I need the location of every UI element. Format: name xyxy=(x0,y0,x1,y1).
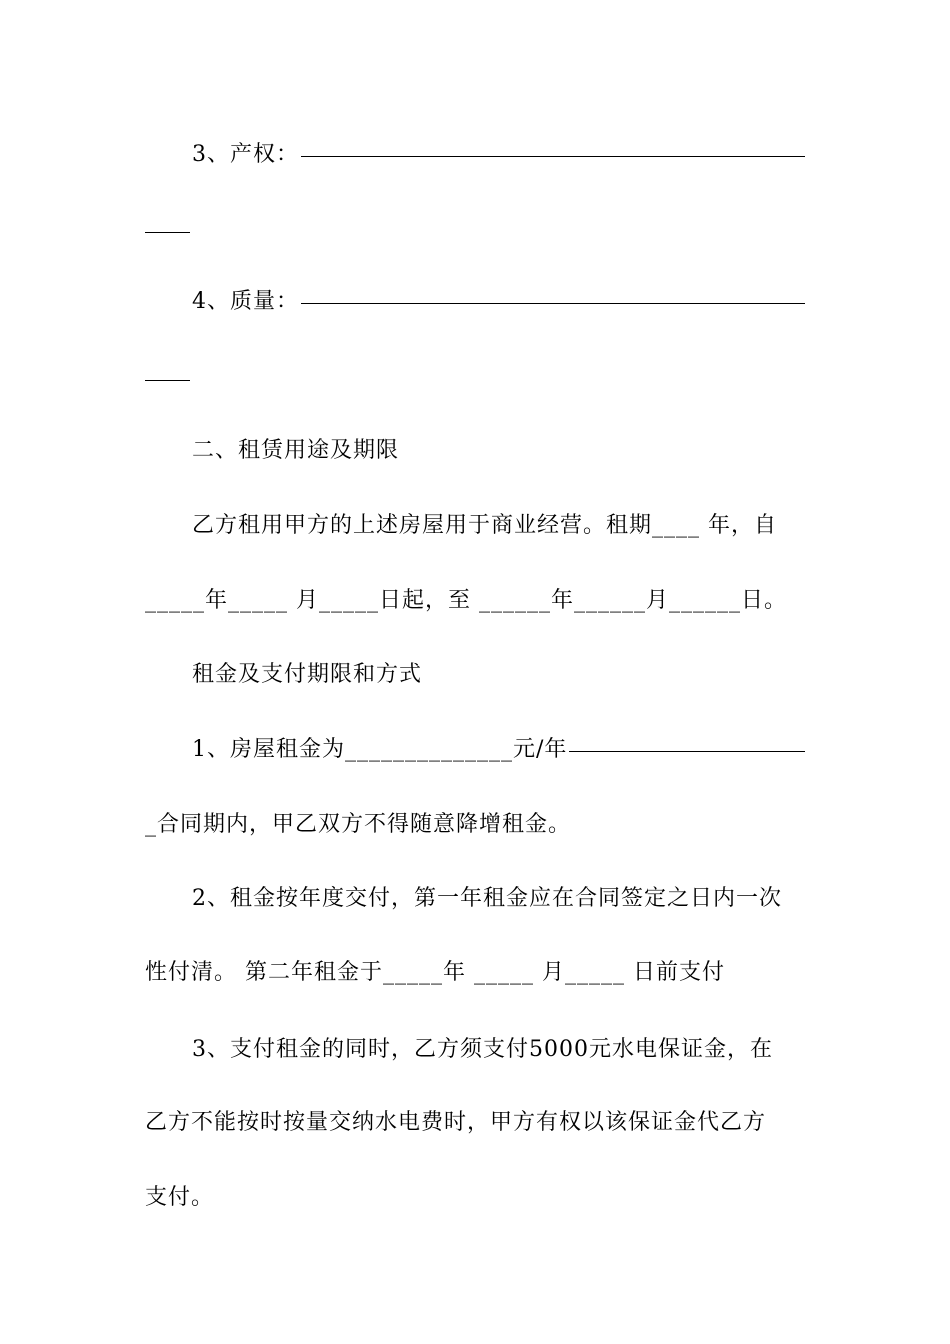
rent-no-change-text: _合同期内，甲乙双方不得随意降增租金。 xyxy=(145,812,572,837)
deposit-clause-3-continued: 乙方不能按时按量交纳水电费时，甲方有权以该保证金代乙方 xyxy=(145,1110,767,1135)
lease-period-text: _____年_____ 月_____日起，至 ______年______月______日。 xyxy=(145,588,787,613)
clause-3-label: 3、产权： xyxy=(192,142,299,167)
quality-blank xyxy=(301,303,805,304)
rent-amount-label: 1、房屋租金为______________元/年 xyxy=(192,737,568,762)
rent-amount-clause xyxy=(192,735,805,765)
clause-4-label: 4、质量： xyxy=(192,289,299,314)
lease-purpose-text: 乙方租用甲方的上述房屋用于商业经营。租期____ 年，自 xyxy=(192,513,777,538)
clause-3-property-rights xyxy=(192,140,805,170)
deposit-clause-3: 3、支付租金的同时，乙方须支付5000元水电保证金，在 xyxy=(192,1037,773,1062)
property-rights-blank-continued xyxy=(145,232,190,233)
property-rights-blank xyxy=(301,156,805,157)
section-2-heading: 二、租赁用途及期限 xyxy=(192,438,400,463)
payment-clause-2-continued: 性付清。 第二年租金于_____年 _____ 月_____ 日前支付 xyxy=(145,960,725,985)
quality-blank-continued xyxy=(145,380,190,381)
rent-amount-blank xyxy=(569,751,805,752)
clause-4-quality xyxy=(192,287,805,317)
rent-payment-heading: 租金及支付期限和方式 xyxy=(192,662,423,687)
payment-clause-2: 2、租金按年度交付，第一年租金应在合同签定之日内一次 xyxy=(192,886,782,911)
deposit-clause-3-end: 支付。 xyxy=(145,1185,215,1210)
